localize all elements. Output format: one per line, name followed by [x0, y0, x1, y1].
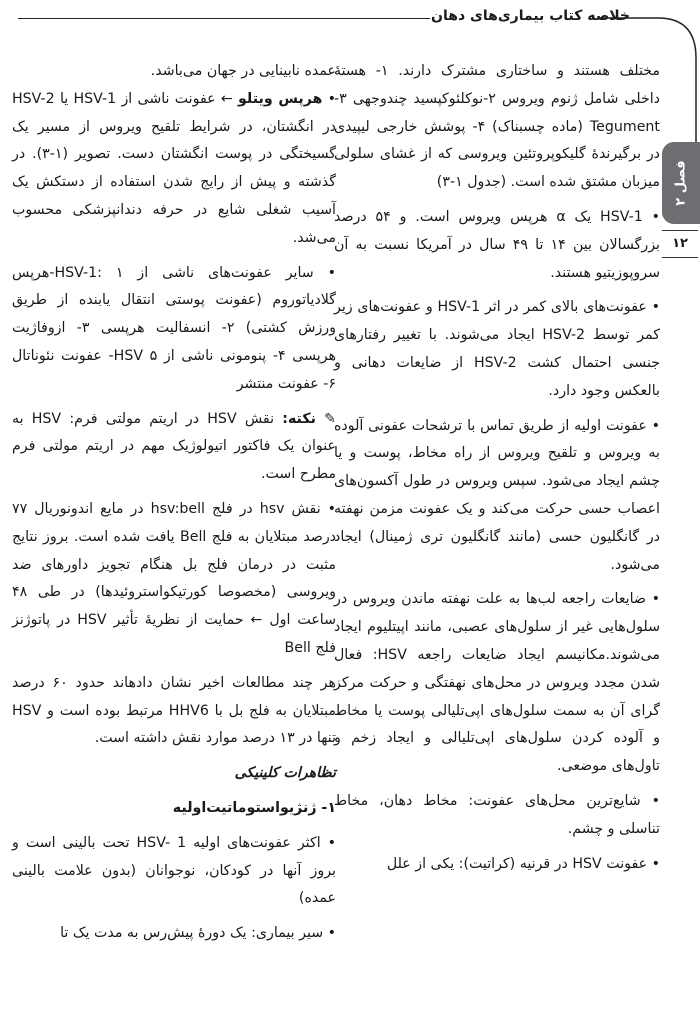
paragraph: هر چند مطالعات اخیر نشان دادهاند حدود ۶۰ درصد مبتلایان به فلج بل با HHV6 مرتبط بوده است و HSV تنها در ۱۳ درصد موارد نقش داشته است.: [12, 674, 336, 747]
paragraph: • شایع‌ترین محل‌های عفونت: مخاط دهان، مخاط تناسلی و چشم.: [334, 792, 660, 837]
term-label: هرپس ویتلو: [238, 90, 323, 107]
left-column: [12, 58, 336, 955]
chapter-tab-label: فصل ۲: [673, 160, 689, 206]
paragraph: • عفونت HSV در قرنیه (کراتیت): یکی از علل: [386, 855, 660, 872]
paragraph: مختلف هستند و ساختاری مشترک دارند. ۱- هستهٔ داخلی شامل ژنوم ویروس ۲-نوکلئوکپسید چندوجهی ۳- Tegument (ماده چسبناک) ۴- پوشش خارجی لیپیدی در برگیرندهٔ گلیکوپروتئین ویروسی که از غشای سلولی میزبان مشتق شده است. (جدول ۱-۳): [334, 63, 660, 191]
paragraph: • عفونت اولیه از طریق تماس با ترشحات عفونی آلوده به ویروس و تلقیح ویروس از راه مخاط، پوست و یا چشم ایجاد می‌شود. سپس ویروس در طول آکسون‌های اعصاب حسی حرکت می‌کند و یک عفونت مزمن نهفته در گانگلیون حسی (مانند گانگلیون تری ژمینال) ایجاد می‌شود.: [334, 417, 660, 573]
paragraph: عمده نابینایی در جهان می‌باشد.: [150, 63, 336, 79]
paragraph: • اکثر عفونت‌های اولیه HSV- 1 تحت بالینی است و بروز آنها در کودکان، نوجوانان (بدون علامت بالینی عمده): [12, 834, 336, 907]
paragraph: • عفونت‌های بالای کمر در اثر HSV-1 و عفونت‌های زیر کمر توسط HSV-2 ایجاد می‌شوند. با تغییر رفتارهای جنسی احتمال کشت HSV-2 از ضایعات دهانی و بالعکس وجود دارد.: [334, 299, 661, 399]
herpetic-whitlow-paragraph: [12, 86, 336, 253]
paragraph: • نقش hsv در فلج hsv:bell در مایع اندونوریال ۷۷ درصد مبتلایان به فلج Bell یافت شده است. بروز نتایج مثبت در درمان فلج بل هنگام تجویز داورهای ضد ویروسی (مخصوصا کورتیکواستروئیدها) در طی ۴۸ ساعت اول ← حمایت از نظریهٔ تأثیر HSV در پاتوژنز فلج Bell: [12, 500, 336, 656]
right-column: [334, 58, 660, 885]
section-heading: تظاهرات کلینیکی: [234, 765, 336, 782]
note-paragraph: [12, 406, 336, 489]
header-rule: [18, 18, 430, 19]
paragraph: • سایر عفونت‌های ناشی از HSV-1: ۱-هرپس گلادیاتوروم (عفونت پوستی انتقال یابنده از طریق ورزش کشتی) ۲- انسفالیت هرپسی ۳- ازوفاژیت هرپسی ۴- پنومونی ناشی از HSV ۵- عفونت نئوناتال ۶- عفونت منتشر: [12, 264, 336, 392]
note-text: نقش HSV در اریتم مولتی فرم: HSV به عنوان یک فاکتور اتیولوژیک مهم در اریتم مولتی فرم مطرح است.: [12, 410, 336, 483]
sub-heading: ۱- ژنژیواستوماتیت‌اولیه: [172, 799, 336, 816]
chapter-tab: [662, 142, 700, 224]
running-header-title: خلاصه کتاب بیماری‌های دهان: [431, 8, 630, 24]
paragraph: • HSV-1 یک α هرپس ویروس است. و ۵۴ درصد بزرگسالان بین ۱۴ تا ۴۹ سال در آمریکا نسبت به آن سروپوزیتیو هستند.: [334, 208, 660, 281]
note-icon: ✎: [315, 410, 336, 427]
paragraph: • ضایعات راجعه لب‌ها به علت نهفته ماندن ویروس در سلول‌هایی غیر از سلول‌های عصبی، مانند اپیتلیوم ایجاد می‌شوند.مکانیسم ایجاد ضایعات راجعه HSV: فعال شدن مجدد ویروس در محل‌های نهفتگی و حرکت مرکز گرای آن به سمت سلول‌های اپی‌تلیالی پوست یا مخاط و آلوده کردن سلول‌های اپی‌تلیالی و ایجاد زخم و تاول‌های موضعی.: [334, 591, 660, 775]
note-label: نکته:: [282, 410, 316, 427]
paragraph: • سیر بیماری: یک دورهٔ پیش‌رس به مدت یک تا: [60, 925, 336, 942]
bullet: [322, 91, 336, 107]
paragraph-text: ← عفونت ناشی از HSV-1 یا HSV-2 در انگشتان، در شرایط تلقیح ویروس از مسیر یک گسیختگی در پوست انگشتان دست. تصویر (۱-۳). در گذشته و پیش از رایج شدن استفاده از دستکش یک آسیب شغلی شایع در حرفه دندانپزشکی محسوب می‌شد.: [12, 90, 337, 246]
page-number: ۱۲: [662, 230, 698, 258]
